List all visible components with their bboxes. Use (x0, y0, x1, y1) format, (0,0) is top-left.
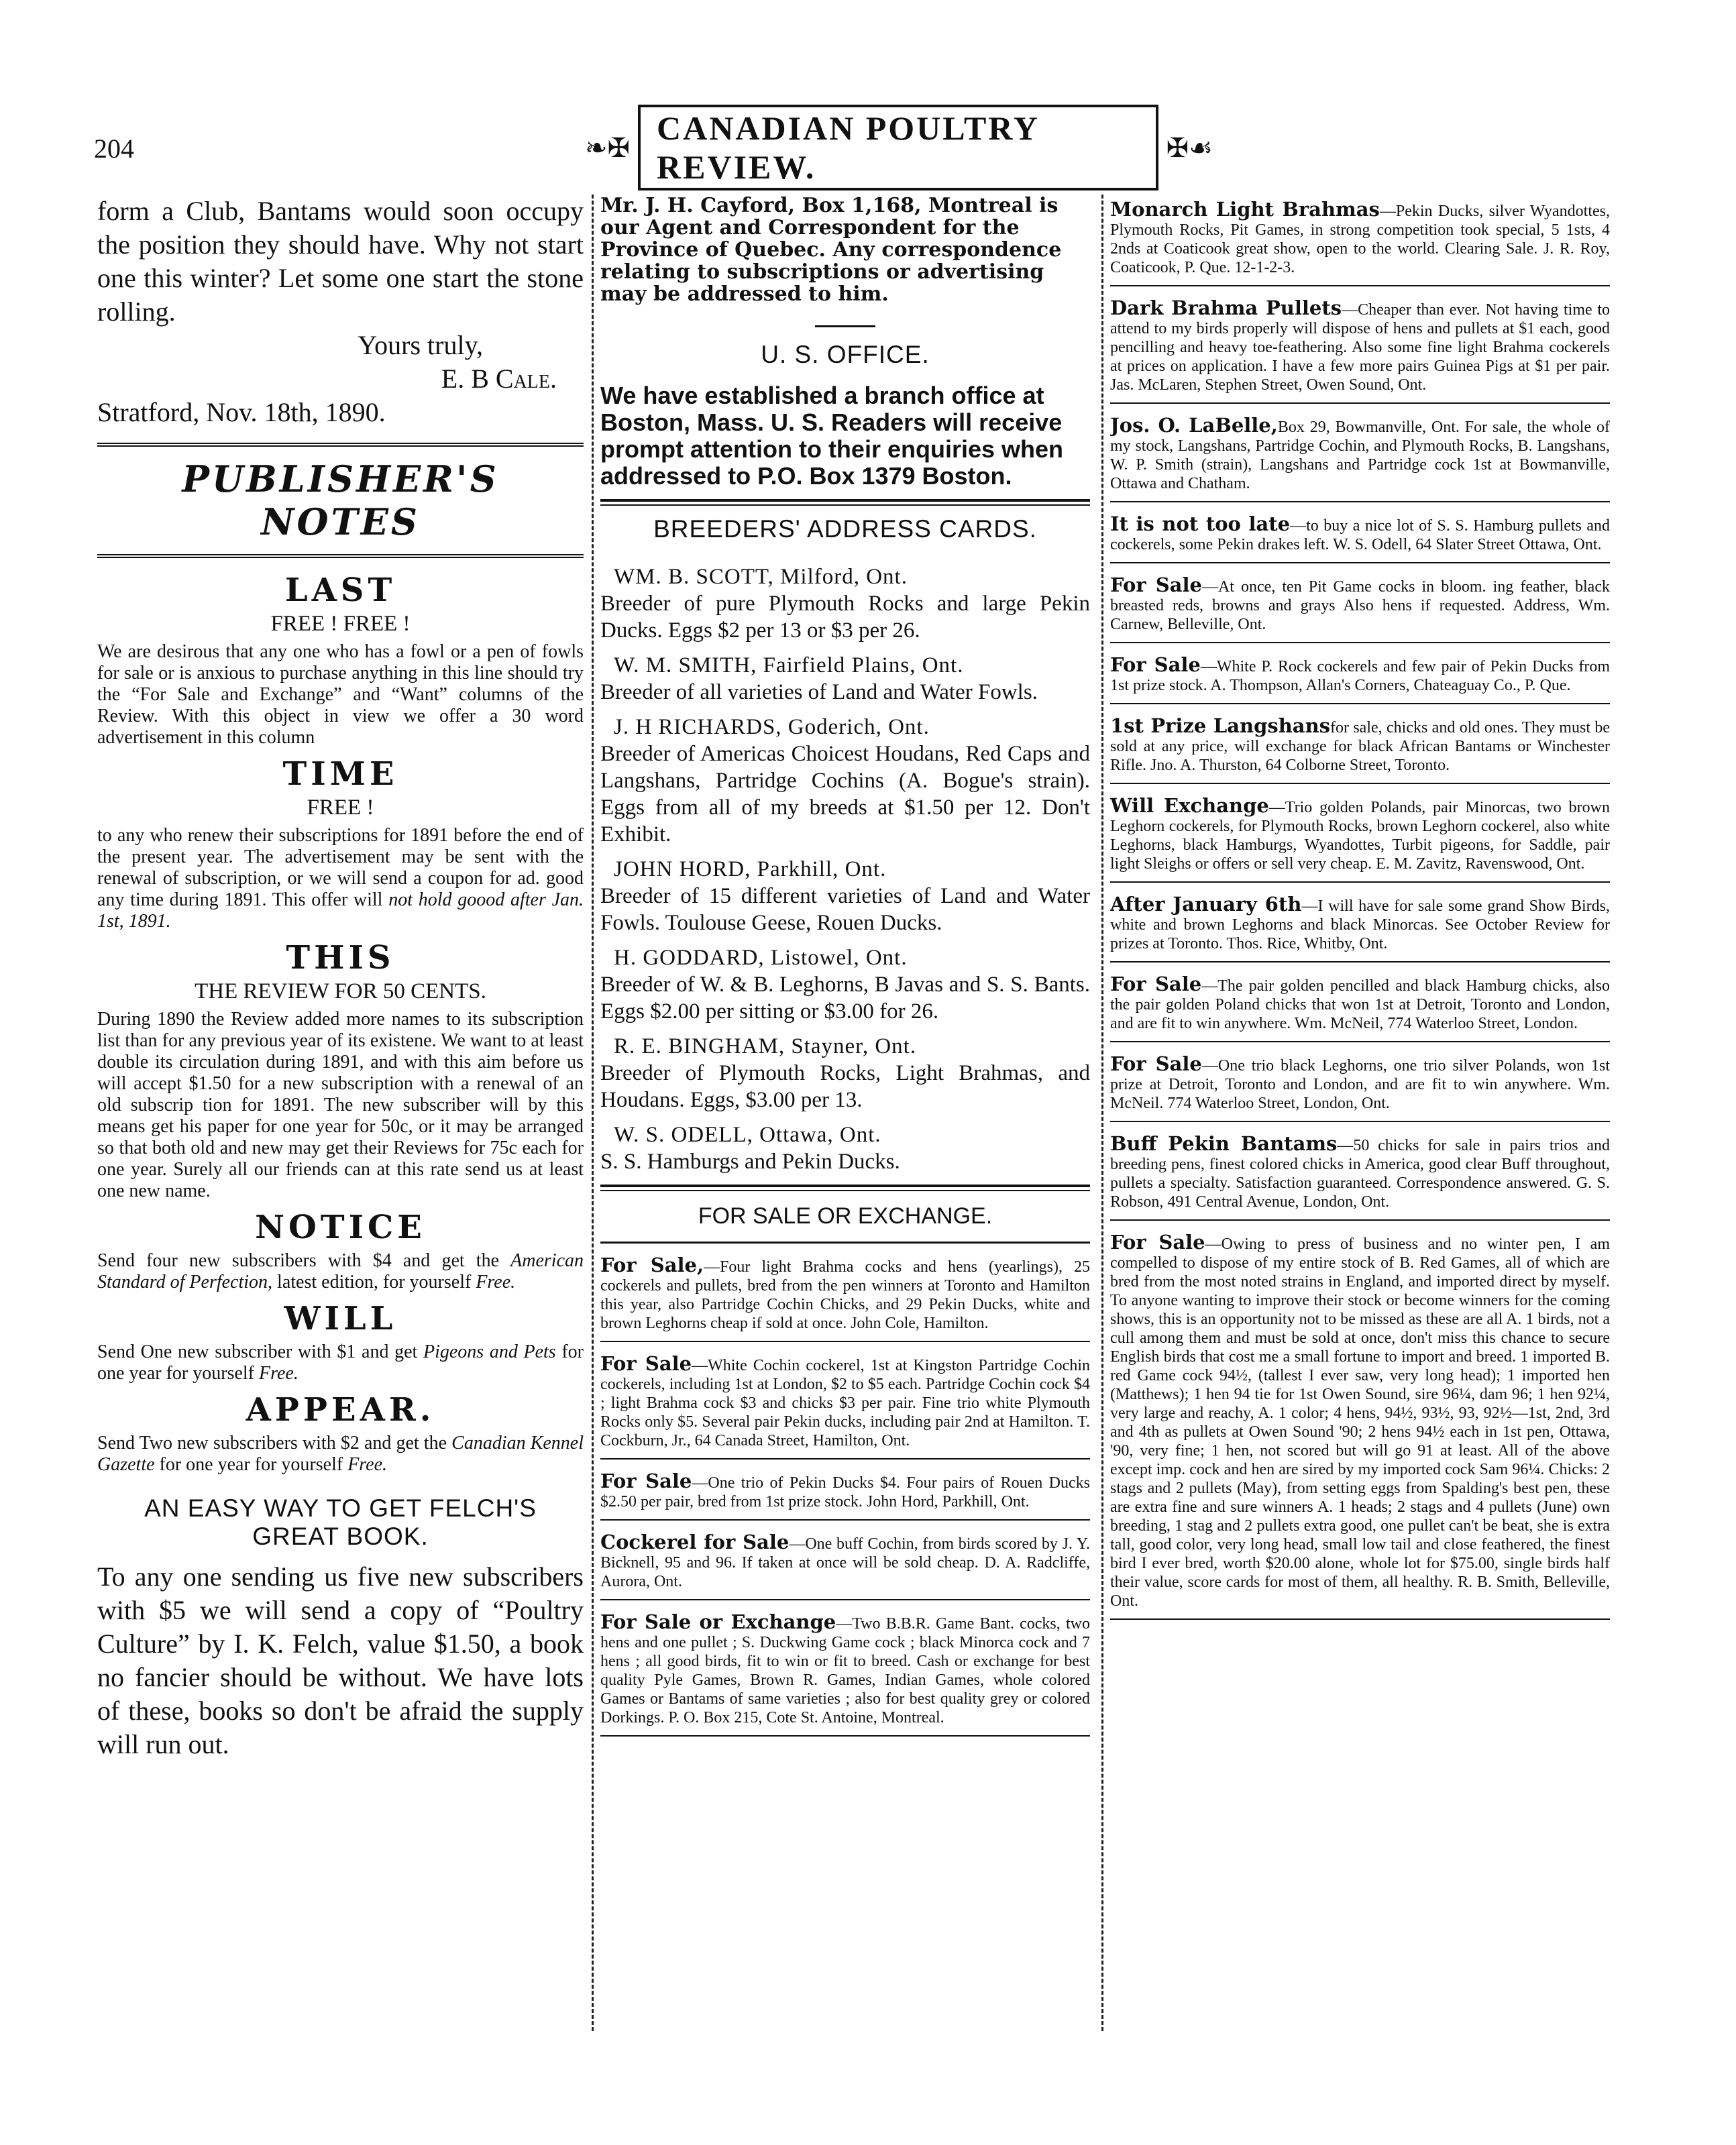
time-heading: TIME (282, 755, 398, 793)
ad-title: For Sale (1110, 1231, 1205, 1254)
notice-italic: American Standard of Perfection, (97, 1250, 584, 1292)
ad-title: For Sale (1110, 653, 1201, 676)
classified-ad (600, 1349, 1090, 1460)
breeder-text: Breeder of W. & B. Leghorns, B Javas and S. S. Bants. Eggs $2.00 per sitting or $3.00 for 26. (600, 973, 1090, 1024)
classified-ad (1110, 791, 1610, 883)
time-body-italic: not hold goood after Jan. 1st, 1891. (97, 889, 584, 932)
classified-ad (1110, 570, 1610, 643)
letter-dateline: Stratford, Nov. 18th, 1890. (97, 397, 386, 427)
classified-ad (1110, 650, 1610, 704)
review-cents-subhead: THE REVIEW FOR 50 CENTS. (195, 979, 486, 1003)
breeder-text: Breeder of Americas Choicest Houdans, Red Caps and Langshans, Partridge Cochins (A. Bogue's strain). Eggs from all of my breeds at $1.50 per 12. Don't Exhibit. (600, 742, 1090, 846)
classified-ad (600, 1250, 1090, 1342)
felch-heading: AN EASY WAY TO GET FELCH'S GREAT BOOK. (144, 1494, 537, 1550)
column-right (1110, 195, 1610, 2038)
ad-title: For Sale (600, 1352, 692, 1375)
ad-text: —Pekin Ducks, silver Wyandottes, Plymouth Rocks, Pit Games, in strong competition took special, 5 1sts, 4 2nds at Coaticook great show, open to the world. Clearing Sale. J. R. Roy, Coaticook, P. Que. 12-1-2-3. (1110, 203, 1610, 276)
ad-text: —I will have for sale some grand Show Birds, white and brown Leghorns and black Minorcas. See October Review for prizes at Toronto. Thos. Rice, Whitby, Ont. (1110, 897, 1610, 952)
will-free: Free. (259, 1363, 299, 1384)
ad-title: For Sale, (600, 1254, 704, 1276)
ad-title: Buff Pekin Bantams (1110, 1132, 1338, 1155)
appear-text-2: for one year for yourself (159, 1454, 343, 1475)
ad-title: For Sale (600, 1470, 692, 1492)
ad-title: After January 6th (1110, 893, 1302, 916)
classified-ad (1110, 711, 1610, 784)
classified-ad (1110, 509, 1610, 563)
ad-text: for sale, chicks and old ones. They must be sold at any price, will exchange for black African Bantams or Winchester Rifle. Jno. A. Thurston, 64 Colborne Street, Toronto. (1110, 719, 1610, 774)
notice-heading: NOTICE (255, 1209, 426, 1246)
column-middle (600, 195, 1090, 2038)
ad-text: —50 chicks for sale in pairs trios and breeding pens, finest colored chicks in America, good clear Buff throughout, pullets a specialty. Satisfaction guaranteed. Correspondence answered. G. S. Robson, 491 Central Avenue, London, Ont. (1110, 1137, 1610, 1211)
letter-closing: Yours truly, (358, 330, 483, 360)
ad-text: —White Cochin cockerel, 1st at Kingston Partridge Cochin cockerels, including 1st at London, $2 to $5 each. Partridge Cochin cock $4 ; light Brahma cock $3 and chicks $3 per pair. Fine trio white Plymouth Rocks only $5. Several pair Pekin ducks, including pair 2nd at Hamilton. T. Cockburn, Jr., 64 Canada Street, Hamilton, Ont. (600, 1357, 1090, 1449)
last-body: We are desirous that any one who has a fowl or a pen of fowls for sale or is anxious to purchase anything in this line should try the “For Sale and Exchange” and “Want” columns of the Review. With this object in view we offer a 30 word advertisement in this column (97, 641, 584, 748)
column-divider (1101, 195, 1103, 2031)
notice-text-2: latest edition, for yourself (277, 1272, 472, 1292)
breeder-text: S. S. Hamburgs and Pekin Ducks. (600, 1150, 900, 1174)
breeder-text: Breeder of Plymouth Rocks, Light Brahmas, and Houdans. Eggs, $3.00 per 13. (600, 1061, 1090, 1112)
appear-body (97, 1433, 584, 1476)
will-italic: Pigeons and Pets (423, 1341, 556, 1362)
breeder-text: Breeder of 15 different varieties of Land and Water Fowls. Toulouse Geese, Rouen Ducks. (600, 884, 1090, 935)
classified-ad (1110, 410, 1610, 502)
classified-ad (1110, 969, 1610, 1042)
letter-signature: E. B Cale. (441, 364, 557, 394)
breeder-name: JOHN HORD, Parkhill, Ont. (614, 857, 887, 881)
ad-title: Will Exchange (1110, 794, 1269, 817)
breeder-name: J. H RICHARDS, Goderich, Ont. (614, 715, 930, 739)
classified-ad (1110, 1049, 1610, 1122)
classified-ad (600, 1466, 1090, 1521)
letter-text: form a Club, Bantams would soon occupy the position they should have. Why not start one this winter? Let some one start the stone rolling. (97, 196, 584, 327)
appear-heading: APPEAR. (246, 1391, 435, 1429)
classified-ad (1110, 1227, 1610, 1620)
classified-ad (600, 1607, 1090, 1737)
ad-title: For Sale (1110, 1052, 1202, 1075)
ad-text: —One trio black Leghorns, one trio silver Polands, won 1st prize at Detroit, Toronto and London, and are fit to win anywhere. Wm. McNeil. 774 Waterloo Street, London, Ont. (1110, 1057, 1610, 1112)
felch-body: To any one sending us five new subscribers with $5 we will send a copy of “Poultry Culture” by I. K. Felch, value $1.50, a book no fancier should be without. We have lots of these, books so don't be afraid the supply will run out. (97, 1561, 584, 1759)
breeder-card (600, 563, 1090, 644)
divider (600, 499, 1090, 506)
ad-title: It is not too late (1110, 512, 1291, 535)
last-heading: LAST (284, 571, 396, 609)
ad-text: —One buff Cochin, from birds scored by J. Y. Bicknell, 95 and 96. If taken at once will be sold cheap. D. A. Radcliffe, Aurora, Ont. (600, 1535, 1090, 1590)
masthead-title: CANADIAN POULTRY REVIEW. (638, 105, 1158, 190)
breeder-text: Breeder of all varieties of Land and Water Fowls. (600, 680, 1038, 704)
time-body (97, 825, 584, 932)
ad-title: For Sale or Exchange (600, 1610, 836, 1633)
breeder-card (600, 1121, 1090, 1175)
classified-ad (600, 1527, 1090, 1600)
publishers-notes-banner: PUBLISHER'S NOTES (97, 443, 584, 558)
column-divider (592, 195, 594, 2031)
ad-title: Dark Brahma Pullets (1110, 296, 1342, 319)
breeder-name: WM. B. SCOTT, Milford, Ont. (614, 565, 908, 589)
notice-body (97, 1250, 584, 1293)
column-left (97, 195, 584, 2038)
ad-text: —Two B.B.R. Game Bant. cocks, two hens and one pullet ; S. Duckwing Game cock ; black Minorca cock and 7 hens ; all good birds, fit to win or fit to breed. Cash or exchange for best quality Pyle Games, Brown R. Games, Indian Games, whole colored Games or Bantams of same varieties ; also for best quality grey or colored Dorkings. P. O. Box 215, Cote St. Antoine, Montreal. (600, 1615, 1090, 1726)
breeder-name: W. M. SMITH, Fairfield Plains, Ont. (614, 653, 964, 677)
ad-text: —Owing to press of business and no winter pen, I am compelled to dispose of my entire stock of B. Red Games, all of which are bred from the most noted strains in England, and imported direct by myself. To anyone wanting to improve their stock or become winners for the coming shows, this is an opportunity not to be missed as these are all A. 1 birds, not a cull among them and must be sold at once, don't miss this chance to secure English birds that cost me a small fortune to import and breed. 1 imported B. red Game cock 94½, (tallest I ever saw, very long head); 1 imported hen (Matthews); 1 hen 94 tie for 1st Owen Sound, sire 96¼, dam 96; 1 hen 92¼, very large and reachy, A. 1 color; 4 hens, 94½, 93½, 93, 92½—1st, 2nd, 3rd and 4th as pullets at Owen Sound '90; 2 hens 94½ each in 1st pen, Ottawa, '90, very fine; 1 hen, not scored but will go 91 at least. All of the above except imp. cock and hen are sired by my imported cock Sam 96¼. Chicks: 2 stags and 2 pullets (May), from setting eggs from Spalding's best pen, these are extra fine and sure winners A. 1 heads; 2 stags and 4 pullets (June) own breeding, 1 stag and 2 pullets extra good, one pullet can't be beat, she is extra tall, good color, very long head, small low tail and close feathered, the finest bird I ever bred, worth $20.00 alone, whole lot for $75.00, single birds half their value, score cards for most of them, all healthy. R. B. Smith, Belleville, Ont. (1110, 1235, 1610, 1610)
ad-title: For Sale (1110, 573, 1202, 596)
will-text-1: Send One new subscriber with $1 and get (97, 1341, 418, 1362)
for-sale-heading: FOR SALE OR EXCHANGE. (698, 1203, 993, 1229)
ornament-left-icon: ❧✠ (585, 132, 631, 163)
free-subhead: FREE ! (307, 795, 374, 820)
classified-ads (1110, 195, 1610, 1620)
ad-text: —One trio of Pekin Ducks $4. Four pairs of Rouen Ducks $2.50 per pair, bred from 1st prize stock. John Hord, Parkhill, Ont. (600, 1474, 1090, 1510)
free-free-subhead: FREE ! FREE ! (270, 612, 411, 636)
masthead (577, 109, 1221, 186)
us-office-heading: U. S. OFFICE. (761, 341, 930, 368)
divider (600, 1185, 1090, 1191)
notice-text-1: Send four new subscribers with $4 and get the (97, 1250, 500, 1271)
classified-ad (1110, 889, 1610, 963)
this-body: During 1890 the Review added more names to its subscription list than for any previous year of its existene. We want to at least double its circulation during 1891, and with this aim before us will accept $1.50 for a new subscription with a renewal of an old subscrip tion for 1891. The new subscriber will by this means get his paper for one year for 50c, or it may be arranged so that both old and new may get their Reviews for 75c each for one year. Surely all our friends can at this rate send us at least one new name. (97, 1009, 584, 1201)
ad-title: Cockerel for Sale (600, 1531, 790, 1553)
appear-text-1: Send Two new subscribers with $2 and get the (97, 1433, 447, 1453)
ad-text: —Cheaper than ever. Not having time to attend to my birds properly will dispose of hens and pullets at $1 each, good pencilling and heavy toe-feathering. Also some fine light Brahma cockerels at prices on application. I have a few more pairs Guinea Pigs at $1 per pair. Jas. McLaren, Stephen Street, Owen Sound, Ont. (1110, 301, 1610, 394)
breeder-name: R. E. BINGHAM, Stayner, Ont. (614, 1034, 917, 1058)
breeder-text: Breeder of pure Plymouth Rocks and large Pekin Ducks. Eggs $2 per 13 or $3 per 26. (600, 592, 1090, 643)
breeder-name: H. GODDARD, Listowel, Ont. (614, 946, 908, 970)
breeder-card (600, 944, 1090, 1025)
divider (815, 325, 875, 327)
breeder-card (600, 714, 1090, 848)
ad-title: For Sale (1110, 973, 1202, 995)
this-heading: THIS (286, 939, 395, 977)
ad-text: —White P. Rock cockerels and few pair of Pekin Ducks from 1st prize stock. A. Thompson, Allan's Corners, Chateaguay Co., P. Que. (1110, 658, 1610, 694)
ad-title: Jos. O. LaBelle, (1110, 414, 1278, 437)
ornament-right-icon: ✠☙ (1166, 132, 1213, 163)
ad-text: —Four light Brahma cocks and hens (yearlings), 25 cockerels and pullets, bred from the pen winners at Toronto and Hamilton this year, also Partridge Cochin Chicks, and 29 Pekin Ducks, white and brown Leghorns cheap if sold at once. John Cole, Hamilton. (600, 1258, 1090, 1332)
ad-text: —Trio golden Polands, pair Minorcas, two brown Leghorn cockerels, for Plymouth Rocks, brown Leghorn cockerel, also white Leghorns, black Hamburgs, Wyandottes, Turbit pigeons, for Saddle, pair light Sleighs or offers or sell very cheap. E. M. Zavitz, Ravenswood, Ont. (1110, 799, 1610, 873)
breeder-card (600, 1033, 1090, 1113)
will-body (97, 1341, 584, 1384)
ad-text: —The pair golden pencilled and black Hamburg chicks, also the pair golden Poland chicks that won 1st at Detroit, Toronto and London, and are fit to win anywhere. Wm. McNeil, 774 Waterloo Street, London. (1110, 977, 1610, 1032)
for-sale-ads (600, 1250, 1090, 1737)
ad-title: Monarch Light Brahmas (1110, 198, 1380, 221)
ad-text: Box 29, Bowmanville, Ont. For sale, the whole of my stock, Langshans, Partridge Cochin, and Plymouth Rocks, B. Langshans, W. P. Smith (strain), Langshans and Partridge cock 1st at Bowmanville, Ottawa and Chatham. (1110, 419, 1610, 492)
ad-text: —to buy a nice lot of S. S. Hamburg pullets and cockerels, some Pekin drakes left. W. S. Odell, 64 Slater Street Ottawa, Ont. (1110, 517, 1610, 553)
breeders-heading: BREEDERS' ADDRESS CARDS. (653, 515, 1037, 543)
breeder-card (600, 652, 1090, 706)
appear-free: Free. (347, 1454, 388, 1475)
time-body-text: to any who renew their subscriptions for 1891 before the end of the present year. The advertisement may be sent with the renewal of subscription, or we will send a coupon for ad. good any time during 1891. This offer will (97, 825, 584, 910)
page-header (94, 109, 1637, 186)
classified-ad (1110, 293, 1610, 404)
breeder-name: W. S. ODELL, Ottawa, Ont. (614, 1123, 881, 1147)
will-heading: WILL (284, 1300, 397, 1337)
breeders-cards (600, 563, 1090, 1175)
appear-italic: Canadian Kennel Gazette (97, 1433, 584, 1475)
breeder-card (600, 856, 1090, 936)
ad-title: 1st Prize Langshans (1110, 714, 1330, 737)
classified-ad (1110, 1129, 1610, 1221)
ad-text: —At once, ten Pit Game cocks in bloom. ing feather, black breasted reds, browns and grays Also hens if requested. Address, Wm. Carnew, Belleville, Ont. (1110, 578, 1610, 633)
notice-free: Free. (476, 1272, 516, 1292)
classified-ad (1110, 195, 1610, 286)
will-text-2: for one year for yourself (97, 1341, 584, 1384)
page-number: 204 (94, 133, 134, 164)
divider (600, 1242, 1090, 1244)
agent-notice: Mr. J. H. Cayford, Box 1,168, Montreal is our Agent and Correspondent for the Province of Quebec. Any correspondence relating to subscriptions or advertising may be addressed to him. (600, 195, 1062, 306)
us-office-body: We have established a branch office at Boston, Mass. U. S. Readers will receive prompt attention to their enquiries when addressed to P.O. Box 1379 Boston. (600, 382, 1064, 490)
